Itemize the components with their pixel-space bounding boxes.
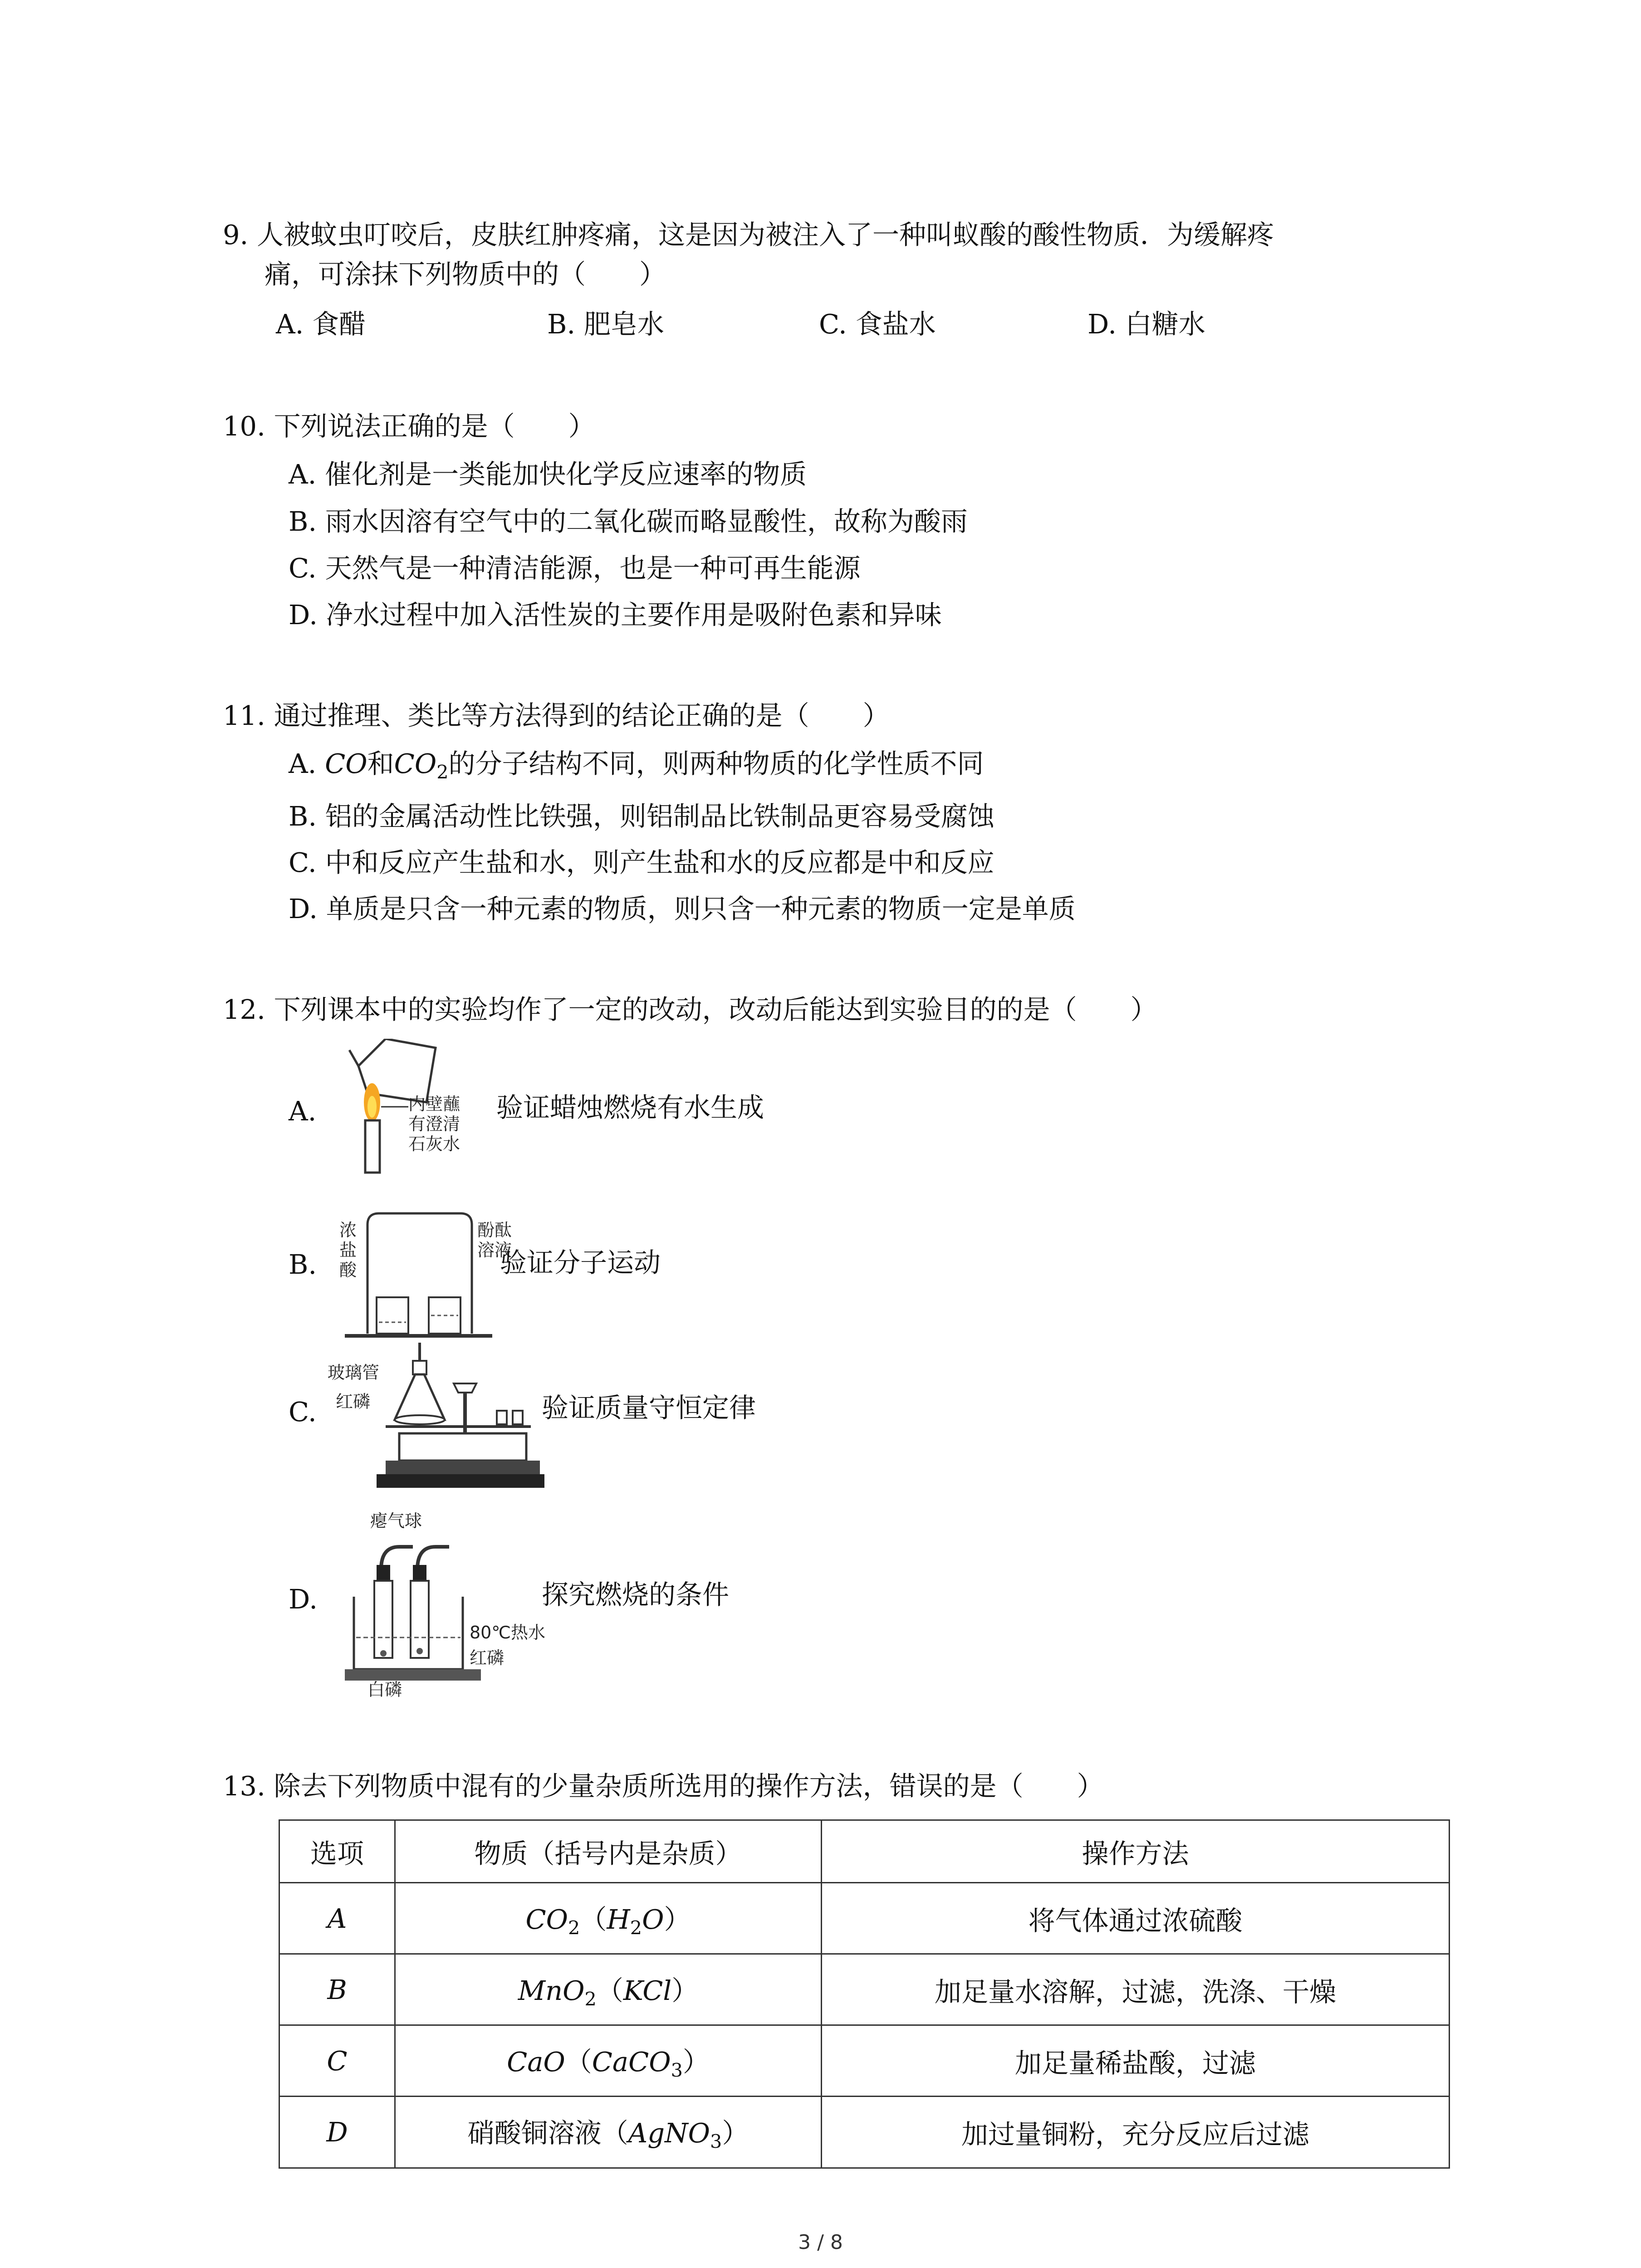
q10-option-c: C. 天然气是一种清洁能源，也是一种可再生能源 [289,552,861,584]
row-substance: MnO$_2$（KCl） [395,1954,822,2025]
q12a-label-2: 有澄清 [408,1114,460,1134]
row-substance: $CO_2(H_2O)$ [395,1883,822,1954]
q11-option-c: C. 中和反应产生盐和水，则产生盐和水的反应都是中和反应 [289,847,994,878]
q9-option-c: C. 食盐水 [819,308,936,340]
row-option: B [279,1954,395,2025]
q12-stem: 12. 下列课本中的实验均作了一定的改动，改动后能达到实验目的的是（ ） [223,994,1157,1025]
row-method: 将气体通过浓硫酸 [822,1883,1450,1954]
q11-option-b: B. 铝的金属活动性比铁强，则铝制品比铁制品更容易受腐蚀 [289,801,994,832]
q10-option-d: D. 净水过程中加入活性炭的主要作用是吸附色素和异味 [289,599,942,631]
q12b-left-3: 酸 [339,1260,357,1280]
q12d-label-white-p: 白磷 [367,1680,402,1700]
q10-option-a: A. 催化剂是一类能加快化学反应速率的物质 [289,459,807,490]
row-method: 加足量水溶解，过滤，洗涤、干燥 [822,1954,1450,2025]
q12-option-b-text: 验证分子运动 [500,1247,661,1278]
q12-option-c-letter: C. [289,1396,317,1427]
q12-option-b-letter: B. [289,1249,317,1280]
table-row [279,1883,1450,1954]
q12d-label-balloon: 瘪气球 [370,1511,422,1531]
q12d-label-red-p: 红磷 [470,1648,505,1668]
q12-option-c-text: 验证质量守恒定律 [542,1392,756,1423]
q12-option-d-letter: D. [289,1584,318,1615]
q12c-label-1: 玻璃管 [328,1363,380,1383]
q12-option-a-letter: A. [289,1095,317,1127]
q9-option-b: B. 肥皂水 [547,308,664,340]
q12b-left-2: 盐 [339,1240,357,1260]
q9-stem-line2: 痛，可涂抹下列物质中的（ ） [265,259,666,290]
q12-option-d-text: 探究燃烧的条件 [542,1579,730,1610]
table-row [279,2025,1450,2097]
q9-stem-line1: 9. 人被蚊虫叮咬后，皮肤红肿疼痛，这是因为被注入了一种叫蚁酸的酸性物质．为缓解疼 [223,219,1274,250]
row-substance: 硝酸铜溶液（AgNO$_3$） [395,2097,822,2168]
row-method: 加过量铜粉，充分反应后过滤 [822,2097,1450,2168]
header-method: 操作方法 [822,1820,1450,1883]
row-option: A [279,1883,395,1954]
q13-table [279,1819,1450,2169]
row-substance: CaO（CaCO$_3$） [395,2025,822,2097]
q10-stem: 10. 下列说法正确的是（ ） [223,411,595,442]
q12d-label-water: 80℃热水 [470,1623,546,1642]
row-method: 加足量稀盐酸，过滤 [822,2025,1450,2097]
q12b-left-1: 浓 [339,1220,357,1240]
q12b-right-2: 溶液 [477,1240,512,1260]
q9-option-d: D. 白糖水 [1087,308,1205,340]
q11-option-d: D. 单质是只含一种元素的物质，则只含一种元素的物质一定是单质 [289,893,1076,924]
row-option: C [279,2025,395,2097]
q12a-label-1: 内壁蘸 [408,1094,460,1114]
table-row [279,1954,1450,2025]
header-substance: 物质（括号内是杂质） [395,1820,822,1883]
q12c-label-2: 红磷 [336,1392,371,1412]
q9-option-a: A. 食醋 [276,308,366,340]
table-header-row [279,1820,1450,1883]
q12b-right-1: 酚酞 [477,1220,512,1240]
q12a-label-3: 石灰水 [408,1134,460,1154]
bell-jar-figure [336,1207,499,1343]
table-row [279,2097,1450,2168]
q11-stem: 11. 通过推理、类比等方法得到的结论正确的是（ ） [223,700,890,731]
q12-option-a-text: 验证蜡烛燃烧有水生成 [496,1092,764,1123]
row-option: D [279,2097,395,2168]
q13-stem: 13. 除去下列物质中混有的少量杂质所选用的操作方法，错误的是（ ） [223,1770,1104,1802]
page-number: 3 / 8 [798,2231,843,2254]
combustion-beaker-figure [345,1529,535,1692]
q11-option-a: A. CO和$CO_2$的分子结构不同，则两种物质的化学性质不同 [289,748,984,783]
q10-option-b: B. 雨水因溶有空气中的二氧化碳而略显酸性，故称为酸雨 [289,506,968,537]
header-option: 选项 [279,1820,395,1883]
